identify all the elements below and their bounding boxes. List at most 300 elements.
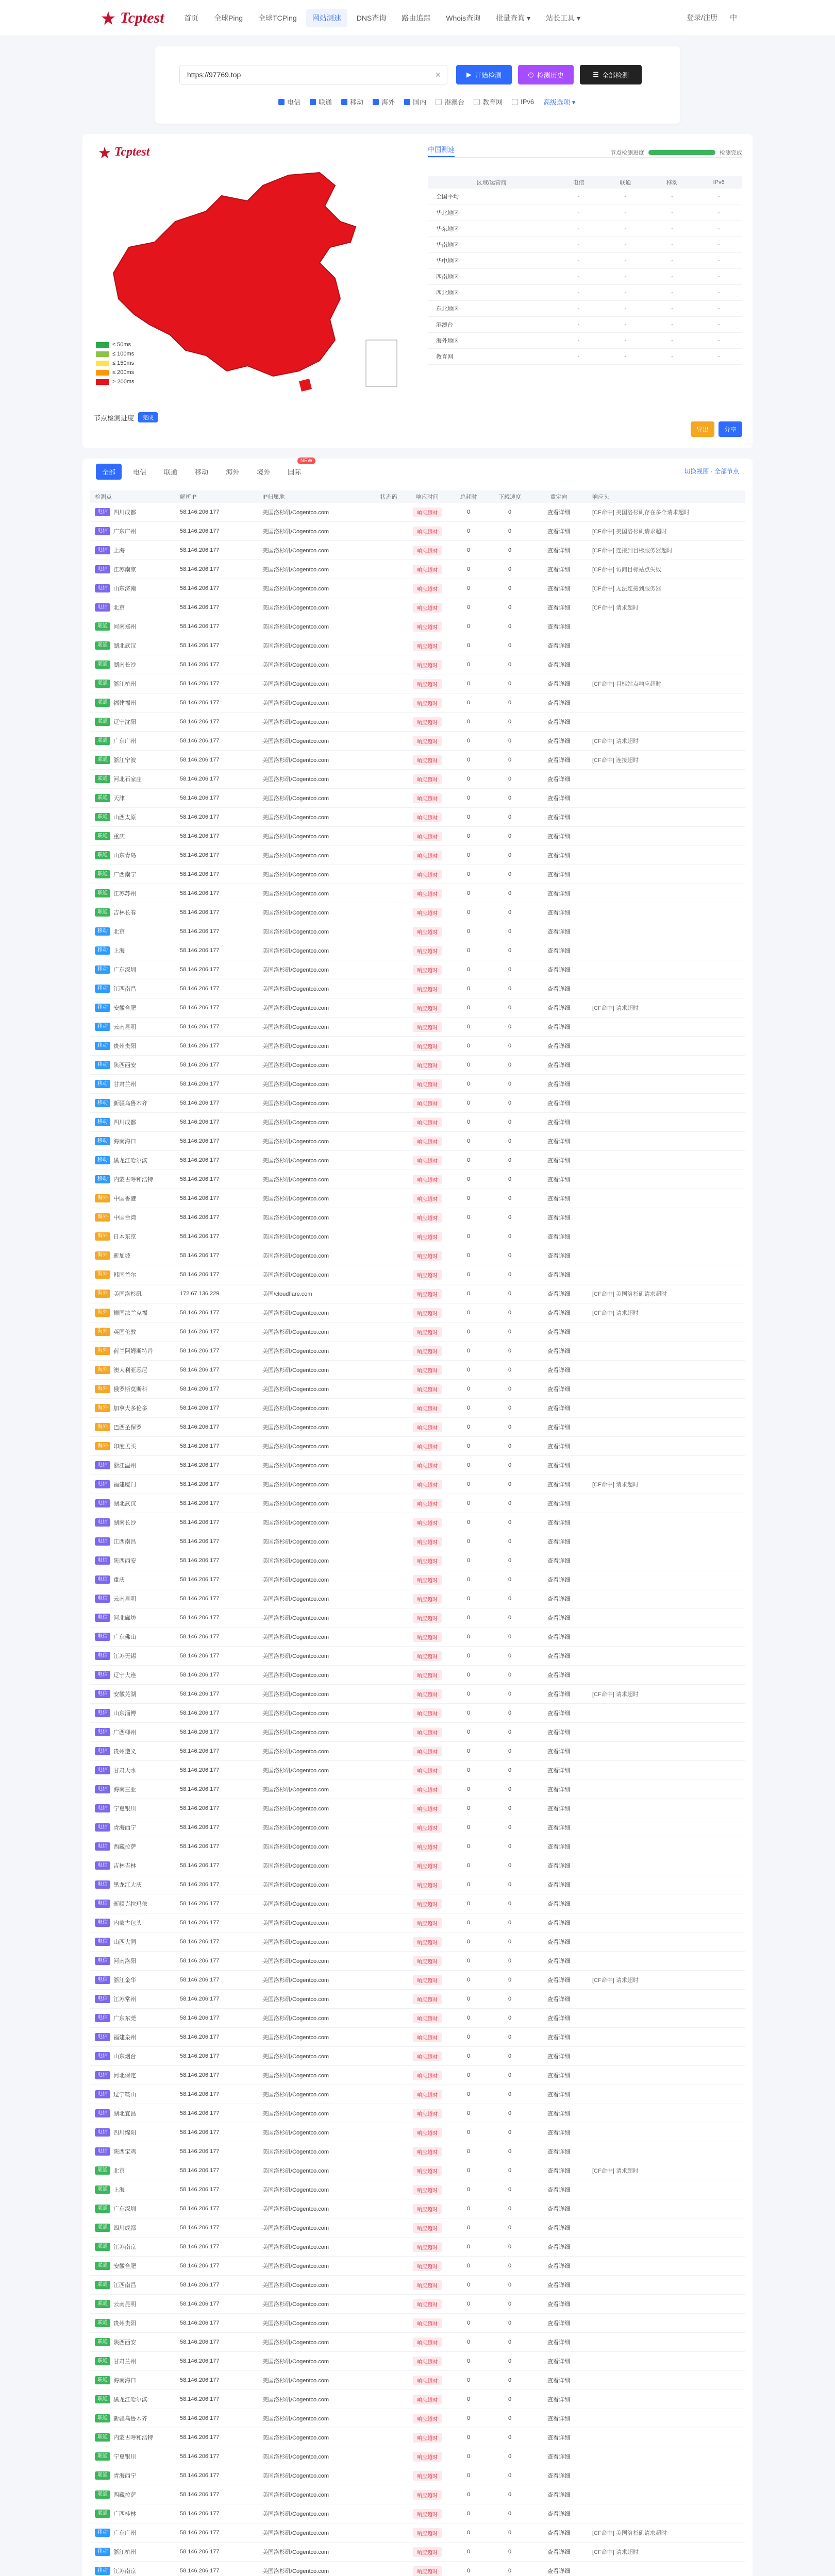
detail-link[interactable]: 查看详细 — [547, 1539, 570, 1545]
isp-badge: 联通 — [95, 2338, 110, 2346]
node-cell — [90, 1709, 175, 1717]
detail-link[interactable]: 查看详细 — [547, 891, 570, 897]
table-row — [90, 1132, 745, 1151]
detail-link[interactable]: 查看详细 — [547, 2092, 570, 2098]
detail-link[interactable]: 查看详细 — [547, 1615, 570, 1621]
status-badge: 响应超时 — [413, 641, 442, 651]
status-badge: 响应超时 — [413, 832, 442, 841]
result-tab[interactable] — [127, 464, 153, 480]
response-time — [407, 965, 448, 975]
node-cell — [90, 2490, 175, 2499]
node-cell — [90, 1842, 175, 1851]
detail-link[interactable]: 查看详细 — [547, 1272, 570, 1278]
node-cell — [90, 1823, 175, 1832]
table-row — [90, 2238, 745, 2257]
detail-link[interactable]: 查看详细 — [547, 1253, 570, 1259]
region-cell: 华北地区 — [428, 205, 555, 221]
node-cell — [90, 2338, 175, 2346]
detail-link[interactable]: 查看详细 — [547, 1882, 570, 1888]
status-badge: 响应超时 — [413, 1346, 442, 1356]
nav-item[interactable]: 首页 — [184, 14, 198, 22]
node-location: 俄罗斯莫斯科 — [113, 1386, 147, 1393]
node-location: 贵州贵阳 — [113, 1043, 136, 1049]
detail-link[interactable]: 查看详细 — [547, 1825, 570, 1831]
detail-link[interactable]: 查看详细 — [547, 2359, 570, 2365]
detail-link[interactable]: 查看详细 — [547, 1501, 570, 1507]
table-row — [90, 2333, 745, 2352]
ip-location: 美国洛杉矶/Cogentco.com — [262, 1120, 329, 1126]
node-cell — [90, 660, 175, 669]
status-badge: 响应超时 — [413, 1079, 442, 1089]
status-badge: 响应超时 — [413, 1975, 442, 1985]
detail-link[interactable]: 查看详细 — [547, 1024, 570, 1030]
detail-link[interactable]: 查看详细 — [547, 1444, 570, 1450]
detail-link[interactable]: 查看详细 — [547, 548, 570, 554]
detail-link[interactable]: 查看详细 — [547, 2454, 570, 2460]
detail-link[interactable]: 查看详细 — [547, 2225, 570, 2231]
detail-link[interactable]: 查看详细 — [547, 2435, 570, 2441]
node-location: 福建厦门 — [113, 1482, 136, 1488]
detail-link[interactable]: 查看详细 — [547, 2149, 570, 2155]
table-row — [90, 827, 745, 846]
clock-icon: ◷ — [528, 71, 534, 78]
total-time: 0 — [466, 1386, 471, 1392]
detail-link[interactable]: 查看详细 — [547, 1386, 570, 1393]
detail-link[interactable]: 查看详细 — [547, 1730, 570, 1736]
detail-link[interactable]: 查看详细 — [547, 1749, 570, 1755]
total-time: 0 — [466, 2091, 471, 2097]
region-cell: - — [695, 348, 742, 364]
resolved-ip: 58.146.206.177 — [180, 1634, 220, 1640]
detail-link[interactable]: 查看详细 — [547, 2397, 570, 2403]
status-badge: 响应超时 — [413, 1518, 442, 1528]
filter-option[interactable] — [474, 97, 503, 107]
status-badge: 响应超时 — [413, 2414, 442, 2424]
node-location: 广东深圳 — [113, 967, 136, 973]
table-row — [90, 1437, 745, 1456]
checkbox[interactable] — [404, 99, 410, 105]
table-row — [90, 1685, 745, 1704]
isp-badge: 电信 — [95, 1880, 110, 1889]
checkbox[interactable] — [512, 99, 518, 105]
detail-link[interactable]: 查看详细 — [547, 662, 570, 668]
detail-link[interactable]: 查看详细 — [547, 1672, 570, 1679]
nav-item[interactable]: Whois查询 — [446, 14, 481, 22]
nav-item[interactable]: 批量查询 ▾ — [496, 14, 531, 22]
detail-link[interactable]: 查看详细 — [547, 567, 570, 573]
node-cell — [90, 2300, 175, 2308]
clear-icon[interactable]: × — [435, 70, 441, 80]
status-badge: 响应超时 — [413, 1442, 442, 1451]
detail-link[interactable]: 查看详细 — [547, 643, 570, 649]
detail-link[interactable]: 查看详细 — [547, 1062, 570, 1069]
batch-button[interactable] — [580, 65, 642, 84]
map-actions — [691, 421, 742, 437]
response-time — [407, 679, 448, 689]
detail-link[interactable]: 查看详细 — [547, 1634, 570, 1640]
detail-link[interactable]: 查看详细 — [547, 986, 570, 992]
table-row — [90, 560, 745, 579]
node-cell — [90, 1671, 175, 1679]
isp-badge: 海外 — [95, 1213, 110, 1222]
detail-link[interactable]: 查看详细 — [547, 834, 570, 840]
resolved-ip: 58.146.206.177 — [180, 795, 220, 801]
detail-link[interactable]: 查看详细 — [547, 967, 570, 973]
detail-link[interactable]: 查看详细 — [547, 1939, 570, 1945]
detail-link[interactable]: 查看详细 — [547, 1005, 570, 1011]
filter-option[interactable] — [512, 97, 534, 107]
table-row — [90, 1246, 745, 1265]
node-location: 甘肃兰州 — [113, 2359, 136, 2365]
total-time: 0 — [466, 662, 471, 668]
checkbox[interactable] — [474, 99, 480, 105]
region-cell: - — [555, 316, 602, 332]
table-row — [90, 2562, 745, 2576]
table-row — [90, 1570, 745, 1589]
filter-option[interactable] — [404, 97, 426, 107]
share-button[interactable]: 分享 — [719, 421, 742, 437]
node-location: 黑龙江大庆 — [113, 1882, 142, 1888]
node-cell — [90, 1099, 175, 1107]
language-switch[interactable]: 中 — [730, 13, 737, 22]
node-cell — [90, 1061, 175, 1069]
detail-link[interactable]: 查看详细 — [547, 1844, 570, 1850]
detail-link[interactable]: 查看详细 — [547, 929, 570, 935]
detail-link[interactable]: 查看详细 — [547, 948, 570, 954]
detail-link[interactable]: 查看详细 — [547, 2549, 570, 2555]
detail-link[interactable]: 查看详细 — [547, 605, 570, 611]
node-cell — [90, 1213, 175, 1222]
resolved-ip: 58.146.206.177 — [180, 2225, 220, 2231]
status-badge: 响应超时 — [413, 755, 442, 765]
china-map-shape — [113, 173, 356, 376]
ip-location: 美国洛杉矶/Cogentco.com — [262, 2187, 329, 2193]
detail-link[interactable]: 查看详细 — [547, 2473, 570, 2479]
nav-item[interactable]: 全球TCPing — [258, 14, 297, 22]
ip-location: 美国洛杉矶/Cogentco.com — [262, 2054, 329, 2060]
detail-link[interactable]: 查看详细 — [547, 910, 570, 916]
detail-link[interactable]: 查看详细 — [547, 815, 570, 821]
node-location: 黑龙江哈尔滨 — [113, 2397, 147, 2403]
nav-item[interactable]: 网站测速 — [306, 9, 347, 27]
table-row — [90, 1265, 745, 1284]
result-tab[interactable] — [250, 464, 276, 480]
detail-link[interactable]: 查看详细 — [547, 1920, 570, 1926]
detail-link[interactable]: 查看详细 — [547, 1768, 570, 1774]
filter-option[interactable] — [341, 97, 363, 107]
detail-link[interactable]: 查看详细 — [547, 1977, 570, 1984]
node-location: 中国香港 — [113, 1196, 136, 1202]
result-tab[interactable] — [96, 464, 122, 480]
nav-item[interactable]: 路由追踪 — [402, 14, 431, 22]
total-time: 0 — [466, 2148, 471, 2155]
ip-location: 美国洛杉矶/Cogentco.com — [262, 967, 329, 973]
node-cell — [90, 985, 175, 993]
filter-option[interactable] — [310, 97, 332, 107]
checkbox[interactable] — [341, 99, 347, 105]
detail-link[interactable]: 查看详细 — [547, 1653, 570, 1659]
detail-link[interactable]: 查看详细 — [547, 2263, 570, 2269]
detail-link[interactable]: 查看详细 — [547, 1405, 570, 1412]
detail-link[interactable]: 查看详细 — [547, 2568, 570, 2574]
detail-link[interactable]: 查看详细 — [547, 1329, 570, 1335]
node-location: 新加坡 — [113, 1253, 130, 1259]
download-speed: 0 — [508, 604, 512, 611]
download-speed: 0 — [508, 1977, 512, 1983]
status-badge: 响应超时 — [413, 679, 442, 689]
node-location: 上海 — [113, 2187, 125, 2193]
detail-link[interactable]: 查看详细 — [547, 2530, 570, 2536]
url-input[interactable] — [179, 65, 447, 84]
nav-item[interactable]: 站长工具 ▾ — [546, 14, 581, 22]
detail-link[interactable]: 查看详细 — [547, 529, 570, 535]
status-badge: 响应超时 — [413, 946, 442, 956]
total-time: 0 — [466, 1996, 471, 2002]
table-row — [90, 960, 745, 979]
detail-link[interactable]: 查看详细 — [547, 1596, 570, 1602]
detail-link[interactable]: 查看详细 — [547, 1310, 570, 1316]
detail-link[interactable]: 查看详细 — [547, 1996, 570, 2003]
detail-link[interactable]: 查看详细 — [547, 1367, 570, 1374]
status-badge: 响应超时 — [413, 851, 442, 860]
resolved-ip: 58.146.206.177 — [180, 2377, 220, 2383]
total-time: 0 — [466, 1748, 471, 1754]
detail-link[interactable]: 查看详细 — [547, 1787, 570, 1793]
detail-link[interactable]: 查看详细 — [547, 1234, 570, 1240]
response-time — [407, 1213, 448, 1223]
detail-link[interactable]: 查看详细 — [547, 2378, 570, 2384]
download-speed: 0 — [508, 1291, 512, 1297]
download-speed: 0 — [508, 2034, 512, 2040]
node-cell — [90, 1118, 175, 1126]
detail-link[interactable]: 查看详细 — [547, 1482, 570, 1488]
response-time — [407, 1251, 448, 1261]
detail-link[interactable]: 查看详细 — [547, 2320, 570, 2327]
ip-location: 美国洛杉矶/Cogentco.com — [262, 1577, 329, 1583]
detail-link[interactable]: 查看详细 — [547, 2492, 570, 2498]
nav-item[interactable]: DNS查询 — [356, 14, 387, 22]
detail-link[interactable]: 查看详细 — [547, 586, 570, 592]
status-badge: 响应超时 — [413, 2032, 442, 2042]
resolved-ip: 58.146.206.177 — [180, 719, 220, 725]
detail-link[interactable]: 查看详细 — [547, 738, 570, 744]
node-location: 天津 — [113, 795, 125, 802]
detail-link[interactable]: 查看详细 — [547, 1901, 570, 1907]
response-time — [407, 1785, 448, 1794]
detail-link[interactable]: 查看详细 — [547, 510, 570, 516]
total-time: 0 — [466, 623, 471, 630]
region-table-header: IPv6 — [695, 176, 742, 189]
nav-item[interactable]: 全球Ping — [214, 14, 243, 22]
node-location: 河北保定 — [113, 2073, 136, 2079]
detail-link[interactable]: 查看详细 — [547, 2073, 570, 2079]
region-table-header: 电信 — [555, 176, 602, 189]
isp-badge: 电信 — [95, 1671, 110, 1679]
response-time — [407, 2147, 448, 2157]
node-cell — [90, 1270, 175, 1279]
total-time: 0 — [466, 1272, 471, 1278]
advanced-options-link[interactable]: 高级选项 ▾ — [543, 98, 576, 106]
status-badge: 响应超时 — [413, 1727, 442, 1737]
ip-location: 美国洛杉矶/Cogentco.com — [262, 2282, 329, 2289]
detail-link[interactable]: 查看详细 — [547, 1806, 570, 1812]
result-tab[interactable] — [220, 464, 245, 480]
status-badge: 响应超时 — [413, 1289, 442, 1299]
isp-badge: 电信 — [95, 1709, 110, 1717]
tab-china[interactable]: 中国测速 — [428, 144, 455, 157]
detail-link[interactable]: 查看详细 — [547, 2416, 570, 2422]
node-location: 甘肃天水 — [113, 1768, 136, 1774]
detail-link[interactable]: 查看详细 — [547, 2054, 570, 2060]
detail-link[interactable]: 查看详细 — [547, 1043, 570, 1049]
detail-link[interactable]: 查看详细 — [547, 1348, 570, 1354]
detail-link[interactable]: 查看详细 — [547, 2340, 570, 2346]
response-time — [407, 2337, 448, 2347]
node-location: 湖南长沙 — [113, 662, 136, 668]
total-time: 0 — [466, 585, 471, 591]
detail-link[interactable]: 查看详细 — [547, 1863, 570, 1869]
detail-link[interactable]: 查看详细 — [547, 853, 570, 859]
detail-link[interactable]: 查看详细 — [547, 1158, 570, 1164]
checkbox[interactable] — [436, 99, 442, 105]
detail-link[interactable]: 查看详细 — [547, 1196, 570, 1202]
filter-option[interactable] — [436, 97, 464, 107]
detail-link[interactable]: 查看详细 — [547, 1215, 570, 1221]
detail-link[interactable]: 查看详细 — [547, 795, 570, 802]
node-cell — [90, 1595, 175, 1603]
detail-link[interactable]: 查看详细 — [547, 2511, 570, 2517]
response-time — [407, 1022, 448, 1032]
status-badge: 响应超时 — [413, 1384, 442, 1394]
ip-location: 美国洛杉矶/Cogentco.com — [262, 529, 329, 535]
detail-link[interactable]: 查看详细 — [547, 1577, 570, 1583]
result-tab-label: 联通 — [164, 468, 178, 476]
detail-link[interactable]: 查看详细 — [547, 1139, 570, 1145]
detail-link[interactable]: 查看详细 — [547, 681, 570, 687]
export-button[interactable]: 导出 — [691, 421, 714, 437]
detail-link[interactable]: 查看详细 — [547, 1291, 570, 1297]
detail-link[interactable]: 查看详细 — [547, 2168, 570, 2174]
ip-location: 美国洛杉矶/Cogentco.com — [262, 1062, 329, 1069]
table-row — [90, 903, 745, 922]
response-time — [407, 2128, 448, 2138]
detail-link[interactable]: 查看详细 — [547, 1100, 570, 1107]
detail-link[interactable]: 查看详细 — [547, 2111, 570, 2117]
total-time: 0 — [466, 2511, 471, 2517]
detail-link[interactable]: 查看详细 — [547, 1081, 570, 1088]
detail-link[interactable]: 查看详细 — [547, 624, 570, 630]
filter-option[interactable] — [373, 97, 395, 107]
resolved-ip: 58.146.206.177 — [180, 909, 220, 916]
region-cell: - — [602, 300, 649, 316]
download-speed: 0 — [508, 2206, 512, 2212]
detail-link[interactable]: 查看详细 — [547, 2301, 570, 2308]
result-tab[interactable] — [281, 458, 313, 480]
node-cell — [90, 1404, 175, 1412]
isp-badge: 电信 — [95, 1976, 110, 1984]
detail-link[interactable]: 查看详细 — [547, 1120, 570, 1126]
result-tab[interactable] — [189, 464, 214, 480]
isp-badge: 电信 — [95, 508, 110, 516]
detail-link[interactable]: 查看详细 — [547, 776, 570, 783]
detail-link[interactable]: 查看详细 — [547, 757, 570, 764]
detail-link[interactable]: 查看详细 — [547, 1463, 570, 1469]
table-row — [90, 941, 745, 960]
ip-location: 美国洛杉矶/Cogentco.com — [262, 1005, 329, 1011]
filter-option[interactable] — [278, 97, 300, 107]
login-link[interactable]: 登录/注册 — [687, 13, 717, 22]
detail-link[interactable]: 查看详细 — [547, 1520, 570, 1526]
node-location: 浙江金华 — [113, 1977, 136, 1984]
detail-link[interactable]: 查看详细 — [547, 700, 570, 706]
detail-link[interactable]: 查看详细 — [547, 1425, 570, 1431]
node-location: 陕西西安 — [113, 2340, 136, 2346]
node-cell — [90, 946, 175, 955]
checkbox[interactable] — [373, 99, 379, 105]
total-time: 0 — [466, 642, 471, 649]
total-time: 0 — [466, 2434, 471, 2441]
checkbox[interactable] — [310, 99, 316, 105]
ip-location: 美国洛杉矶/Cogentco.com — [262, 2359, 329, 2365]
detail-link[interactable]: 查看详细 — [547, 2130, 570, 2136]
table-row — [90, 2180, 745, 2199]
detail-link[interactable]: 查看详细 — [547, 1691, 570, 1698]
view-switch[interactable]: 切换视图 · 全部节点 — [684, 468, 739, 475]
detail-link[interactable]: 查看详细 — [547, 2187, 570, 2193]
isp-badge: 联通 — [95, 908, 110, 917]
detail-link[interactable]: 查看详细 — [547, 2244, 570, 2250]
node-cell — [90, 2414, 175, 2422]
detail-link[interactable]: 查看详细 — [547, 1958, 570, 1964]
total-time: 0 — [466, 928, 471, 935]
resolved-ip: 58.146.206.177 — [180, 642, 220, 649]
status-badge: 响应超时 — [413, 2337, 442, 2347]
response-time — [407, 1270, 448, 1280]
node-location: 江苏南京 — [113, 2244, 136, 2250]
checkbox[interactable] — [278, 99, 285, 105]
resolved-ip: 58.146.206.177 — [180, 1024, 220, 1030]
history-button[interactable] — [518, 65, 574, 84]
detail-link[interactable]: 查看详细 — [547, 872, 570, 878]
detail-link[interactable]: 查看详细 — [547, 1558, 570, 1564]
response-time — [407, 1346, 448, 1356]
detail-link[interactable]: 查看详细 — [547, 2015, 570, 2022]
total-time: 0 — [466, 2053, 471, 2059]
detail-link[interactable]: 查看详细 — [547, 719, 570, 725]
detail-link[interactable]: 查看详细 — [547, 2206, 570, 2212]
isp-badge: 海外 — [95, 1442, 110, 1450]
resolved-ip: 58.146.206.177 — [180, 1824, 220, 1831]
total-time: 0 — [466, 947, 471, 954]
site-logo[interactable] — [101, 9, 164, 27]
region-cell: 东北地区 — [428, 300, 555, 316]
resolved-ip: 58.146.206.177 — [180, 528, 220, 534]
node-location: 山西大同 — [113, 1939, 136, 1945]
ip-location: 美国洛杉矶/Cogentco.com — [262, 1139, 329, 1145]
detail-link[interactable]: 查看详细 — [547, 2282, 570, 2289]
ip-location: 美国洛杉矶/Cogentco.com — [262, 1958, 329, 1964]
detail-link[interactable]: 查看详细 — [547, 1710, 570, 1717]
filter-option-label: 海外 — [381, 98, 395, 106]
detail-link[interactable]: 查看详细 — [547, 1177, 570, 1183]
detect-button[interactable] — [456, 65, 512, 84]
isp-badge: 电信 — [95, 1690, 110, 1698]
result-tab[interactable] — [158, 464, 183, 480]
detail-link[interactable]: 查看详细 — [547, 2035, 570, 2041]
download-speed: 0 — [508, 1462, 512, 1468]
status-badge: 响应超时 — [413, 736, 442, 746]
response-time — [407, 2566, 448, 2576]
